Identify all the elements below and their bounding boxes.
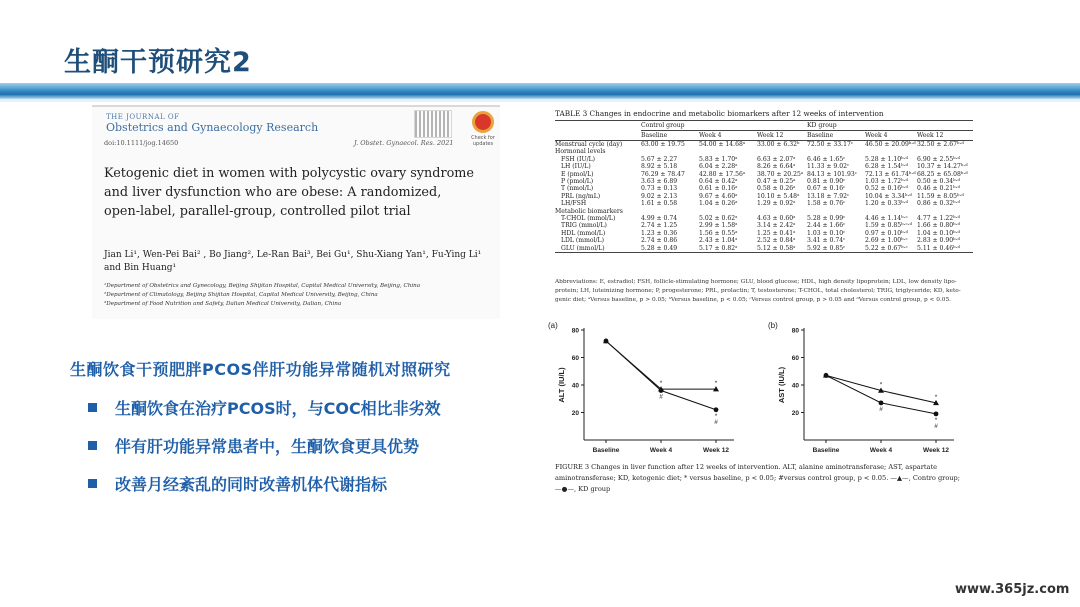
affiliation: ³Department of Food Nutrition and Safety, Dalian Medical University, Dalian, China xyxy=(104,301,342,307)
table-cell: 3.14 ± 2.42ᵃ xyxy=(757,222,796,230)
figure-caption-line: —●—, KD group xyxy=(555,485,611,493)
y-tick-label: 60 xyxy=(791,355,799,362)
affiliation: ²Department of Climatology, Beijing Shijitan Hospital, Capital Medical University, Beijing, China xyxy=(104,292,378,298)
table-cell xyxy=(699,208,757,215)
table-cell: 0.50 ± 0.34ᵇ·ᵈ xyxy=(917,178,960,186)
column-header: Week 4 xyxy=(865,131,917,141)
table-cell: 0.73 ± 0.13 xyxy=(641,185,678,193)
row-label: PRL (ng/mL) xyxy=(561,192,601,200)
y-tick-label: 40 xyxy=(791,382,799,390)
table-cell: 0.46 ± 0.21ᵇ·ᵈ xyxy=(917,185,960,193)
data-annotation: * xyxy=(714,412,718,420)
bullet-text: 生酮饮食在治疗PCOS时，与COC相比非劣效 xyxy=(115,398,441,418)
check-for-updates-label: Check for updates xyxy=(471,135,495,147)
table-cell: 0.64 ± 0.42ᵃ xyxy=(699,178,738,186)
table-body xyxy=(555,141,973,253)
table-cell: 1.59 ± 0.85ᵇ·ᶜ·ᵈ xyxy=(865,222,912,230)
data-point xyxy=(879,400,884,405)
table-cell: 1.66 ± 0.80ᵇ·ᵈ xyxy=(917,222,960,230)
table-cell: 4.99 ± 0.74 xyxy=(641,215,678,223)
table-cell: 63.00 ± 19.75 xyxy=(641,141,685,148)
table-cell: 2.43 ± 1.04ᵃ xyxy=(699,237,738,245)
bullet-square-icon xyxy=(88,479,97,488)
data-annotation: # xyxy=(659,393,663,401)
table-cell: 0.52 ± 0.16ᵇ·ᵈ xyxy=(865,185,908,193)
bullet-square-icon xyxy=(88,403,97,412)
table-header-empty xyxy=(555,131,641,141)
data-annotation: # xyxy=(879,405,883,413)
table-cell xyxy=(865,148,917,155)
table-cell xyxy=(917,148,973,155)
table-cell: 5.12 ± 0.58ᵃ xyxy=(757,244,796,252)
table-cell xyxy=(917,208,973,215)
row-label: FSH (IU/L) xyxy=(561,155,596,163)
data-annotation: * xyxy=(934,393,938,401)
paper-doi: doi:10.1111/jog.14650 xyxy=(104,139,179,147)
table-cell: 5.28 ± 1.10ᵇ·ᵈ xyxy=(865,155,908,163)
paper-citation: J. Obstet. Gynaecol. Res. 2021 xyxy=(354,139,454,147)
table-cell: 10.10 ± 5.48ᵃ xyxy=(757,192,800,200)
table-cell: 11.59 ± 8.05ᵇ·ᵈ xyxy=(917,192,964,200)
y-axis-label: ALT (IU/L) xyxy=(557,367,566,403)
table-cell: 4.63 ± 0.60ᵃ xyxy=(757,215,796,223)
ast-chart xyxy=(760,318,975,460)
table-cell: 1.61 ± 0.58 xyxy=(641,200,678,208)
x-tick-label: Baseline xyxy=(592,447,620,454)
figure-caption-line: FIGURE 3 Changes in liver function after 12 weeks of intervention. ALT, alanine aminotransferase; AST, aspartate xyxy=(555,463,938,471)
table-cell: 6.04 ± 2.28ᵃ xyxy=(699,163,738,171)
bullet-list xyxy=(88,388,441,502)
table-row xyxy=(555,230,973,237)
table-cell: 2.74 ± 1.25 xyxy=(641,222,678,230)
table-cell: 1.03 ± 0.10ᶜ xyxy=(807,229,846,237)
table-cell: 8.92 ± 5.18 xyxy=(641,163,678,171)
column-header: Week 12 xyxy=(917,131,973,141)
header-band-highlight xyxy=(0,99,1080,102)
row-label: E (pmol/L) xyxy=(561,170,594,178)
bullet-item xyxy=(88,464,441,502)
row-label: P (pmol/L) xyxy=(561,178,594,186)
table-cell: 2.52 ± 0.84ᵃ xyxy=(757,237,796,245)
table-row xyxy=(555,178,973,185)
data-annotation: # xyxy=(714,418,718,426)
table-cell: 0.86 ± 0.32ᵇ·ᵈ xyxy=(917,200,960,208)
figure-caption xyxy=(555,462,975,495)
column-header: Week 4 xyxy=(699,131,757,141)
x-tick-label: Week 4 xyxy=(649,447,673,454)
group-header-control: Control group xyxy=(641,121,807,131)
table-cell: 6.63 ± 2.07ᵃ xyxy=(757,155,796,163)
table-cell: 72.50 ± 33.17ᶜ xyxy=(807,141,853,148)
table-cell: 46.50 ± 20.09ᵇ·ᵈ xyxy=(865,141,916,148)
table-row xyxy=(555,148,973,155)
table-cell: 33.00 ± 6.32ᵇ xyxy=(757,141,800,148)
table-cell xyxy=(757,208,807,215)
table-cell: 6.46 ± 1.65ᶜ xyxy=(807,155,846,163)
column-header: Baseline xyxy=(807,131,865,141)
table-cell: 5.11 ± 0.46ᵇ·ᵈ xyxy=(917,244,960,252)
table-cell: 84.13 ± 101.93ᶜ xyxy=(807,170,857,178)
table-row xyxy=(555,245,973,252)
row-label: LH (IU/L) xyxy=(561,163,591,171)
header-band xyxy=(0,83,1080,99)
alt-chart xyxy=(540,318,750,460)
check-for-updates-badge xyxy=(470,111,496,149)
data-annotation: * xyxy=(714,380,718,388)
panel-label: (b) xyxy=(768,321,778,330)
table-cell: 6.28 ± 1.54ᵇ·ᵈ xyxy=(865,163,908,171)
table-cell: 5.17 ± 0.82ᵃ xyxy=(699,244,738,252)
watermark: www.365jz.com xyxy=(955,582,1070,597)
table-cell: 72.13 ± 61.74ᵇ·ᵈ xyxy=(865,170,916,178)
y-tick-label: 80 xyxy=(571,327,579,335)
table-cell: 1.20 ± 0.33ᵇ·ᵈ xyxy=(865,200,908,208)
data-annotation: # xyxy=(934,422,938,430)
biomarker-table xyxy=(555,120,973,253)
table-cell: 11.33 ± 9.02ᶜ xyxy=(807,163,850,171)
table-cell xyxy=(641,208,699,215)
table-abbreviations xyxy=(555,278,973,305)
table-row xyxy=(555,237,973,244)
y-axis-label: AST (IU/L) xyxy=(777,366,786,404)
table-cell: 8.26 ± 6.64ᵃ xyxy=(757,163,796,171)
table-cell: 0.58 ± 0.26ᵃ xyxy=(757,185,796,193)
paper-excerpt xyxy=(92,105,500,319)
y-tick-label: 40 xyxy=(571,382,579,390)
slide-title: 生酮干预研究2 xyxy=(64,47,252,78)
row-label: LH/FSH xyxy=(561,200,587,208)
table-row xyxy=(555,200,973,207)
x-tick-label: Week 4 xyxy=(869,447,893,454)
figure-caption-line: aminotransferase; KD, ketogenic diet; * versus baseline, p < 0.05; #versus control group, p < 0.05. —▲—, Contro group; xyxy=(555,474,960,482)
table-cell: 5.83 ± 1.70ᵃ xyxy=(699,155,738,163)
table-cell: 1.25 ± 0.41ᵃ xyxy=(757,229,796,237)
table-cell: 1.56 ± 0.55ᵃ xyxy=(699,229,738,237)
table-cell: 1.03 ± 1.72ᵇ·ᵈ xyxy=(865,178,908,186)
table-cell: 4.46 ± 1.14ᵇ·ᶜ xyxy=(865,215,908,223)
data-point xyxy=(604,339,609,344)
table-cell: 68.25 ± 65.08ᵇ·ᵈ xyxy=(917,170,968,178)
row-label: Metabolic biomarkers xyxy=(555,207,623,215)
table-cell xyxy=(699,148,757,155)
table-cell xyxy=(807,208,865,215)
bullet-square-icon xyxy=(88,441,97,450)
table-cell: 2.99 ± 1.58ᵃ xyxy=(699,222,738,230)
data-point xyxy=(714,407,719,412)
table-cell: 9.02 ± 2.13 xyxy=(641,192,678,200)
column-header: Baseline xyxy=(641,131,699,141)
row-label: Menstrual cycle (day) xyxy=(555,141,623,148)
table-cell: 0.67 ± 0.16ᶜ xyxy=(807,185,846,193)
journal-prefix: THE JOURNAL OF xyxy=(106,113,180,121)
table-cell: 42.80 ± 17.56ᵃ xyxy=(699,170,746,178)
table-cell: 5.22 ± 0.67ᵇ·ᶜ xyxy=(865,244,908,252)
table-cell: 6.90 ± 2.55ᵇ·ᵈ xyxy=(917,155,960,163)
table-corner xyxy=(555,121,641,131)
row-label: T (nmol/L) xyxy=(561,185,594,193)
table-cell: 5.02 ± 0.62ᵃ xyxy=(699,215,738,223)
table-cell: 1.58 ± 0.76ᶜ xyxy=(807,200,846,208)
y-tick-label: 20 xyxy=(571,410,579,417)
group-header-kd: KD group xyxy=(807,121,973,131)
y-tick-label: 80 xyxy=(791,327,799,335)
table-cell: 76.29 ± 78.47 xyxy=(641,170,685,178)
paper-authors: Jian Li¹, Wen-Pei Bai² , Bo Jiang², Le-Ran Bai³, Bei Gu¹, Shu-Xiang Yan¹, Fu-Ying Li¹ and Bin Huang¹ xyxy=(104,250,482,273)
table-cell: 38.70 ± 20.25ᵃ xyxy=(757,170,804,178)
table-cell xyxy=(807,148,865,155)
bullet-item xyxy=(88,426,441,464)
table-cell: 2.74 ± 0.86 xyxy=(641,237,678,245)
table-cell: 1.04 ± 0.26ᵃ xyxy=(699,200,738,208)
panel-label: (a) xyxy=(548,321,558,330)
abbreviation-line: protein; LH, luteinizing hormone; P, progesterone; PRL, prolactin; T, testosterone; T-CHOL, total cholesterol; TRIG, triglyceride; KD, keto- xyxy=(555,288,961,294)
data-point xyxy=(659,388,664,393)
table-cell: 10.04 ± 3.34ᵇ·ᵈ xyxy=(865,192,912,200)
y-tick-label: 20 xyxy=(791,410,799,417)
x-tick-label: Week 12 xyxy=(703,447,729,454)
table-cell: 1.29 ± 0.92ᵃ xyxy=(757,200,796,208)
table-cell: 54.00 ± 14.68ᵃ xyxy=(699,141,746,148)
row-label: HDL (mmol/L) xyxy=(561,229,606,237)
table-row xyxy=(555,141,973,149)
table-cell: 9.67 ± 4.60ᵃ xyxy=(699,192,738,200)
table-cell: 1.04 ± 0.10ᵇ·ᵈ xyxy=(917,229,960,237)
table-cell: 0.81 ± 0.90ᶜ xyxy=(807,178,846,186)
affiliation: ¹Department of Obstetrics and Gynecology, Beijing Shijitan Hospital, Capital Medical University, Beijing, China xyxy=(104,283,421,289)
table-cell: 3.63 ± 6.89 xyxy=(641,178,678,186)
row-label: LDL (mmol/L) xyxy=(561,237,604,245)
abbreviation-line: Abbreviations: E, estradiol; FSH, follicle-stimulating hormone; GLU, blood glucose; HDL, high density lipoprotein; LDL, low density lipo- xyxy=(555,279,957,285)
y-tick-label: 60 xyxy=(571,355,579,362)
table-cell: 2.83 ± 0.90ᵇ·ᵈ xyxy=(917,237,960,245)
table-row xyxy=(555,215,973,222)
row-label: Hormonal levels xyxy=(555,148,606,156)
table-caption: TABLE 3 Changes in endocrine and metabolic biomarkers after 12 weeks of intervention xyxy=(555,109,884,118)
table-cell: 3.41 ± 0.74ᶜ xyxy=(807,237,846,245)
data-annotation: * xyxy=(659,380,663,388)
row-label: TRIG (mmol/L) xyxy=(561,222,607,230)
table-cell: 0.61 ± 0.16ᵃ xyxy=(699,185,738,193)
table-cell: 32.50 ± 2.67ᵇ·ᵈ xyxy=(917,141,964,148)
x-tick-label: Week 12 xyxy=(923,447,949,454)
journal-name: Obstetrics and Gynaecology Research xyxy=(106,121,319,134)
x-tick-label: Baseline xyxy=(812,447,840,454)
bullet-text: 伴有肝功能异常患者中，生酮饮食更具优势 xyxy=(115,436,420,456)
table-cell: 10.37 ± 14.27ᵇ·ᵈ xyxy=(917,163,968,171)
paper-title: Ketogenic diet in women with polycystic ovary syndrome and liver dysfunction who are obese: A randomized, open-label, parallel-group, controlled pilot trial xyxy=(104,166,475,219)
table-cell xyxy=(865,208,917,215)
study-subtitle: 生酮饮食干预肥胖PCOS伴肝功能异常随机对照研究 xyxy=(70,360,451,379)
table-row xyxy=(555,171,973,178)
column-header: Week 12 xyxy=(757,131,807,141)
table-cell xyxy=(641,148,699,155)
abbreviation-line: genic diet; ᵃVersus baseline, p > 0.05; ᵇVersus baseline, p < 0.05; ᶜVersus control group, p > 0.05 and ᵈVersus control group, p < 0.05. xyxy=(555,297,951,303)
bullet-item xyxy=(88,388,441,426)
table-row xyxy=(555,163,973,170)
table-row xyxy=(555,222,973,229)
table-cell: 5.67 ± 2.27 xyxy=(641,155,678,163)
data-annotation: * xyxy=(879,381,883,389)
table-cell: 2.69 ± 1.00ᵇ·ᶜ xyxy=(865,237,908,245)
table-cell: 5.28 ± 0.99ᶜ xyxy=(807,215,846,223)
row-label: GLU (mmol/L) xyxy=(561,244,605,252)
table-cell: 5.92 ± 0.85ᶜ xyxy=(807,244,846,252)
table-row xyxy=(555,185,973,192)
data-annotation: * xyxy=(934,416,938,424)
table-row xyxy=(555,208,973,215)
table-cell: 5.28 ± 0.49 xyxy=(641,244,678,252)
table-cell: 0.97 ± 0.10ᵇ·ᵈ xyxy=(865,229,908,237)
data-point xyxy=(934,411,939,416)
paper-affiliations xyxy=(104,282,494,309)
data-point xyxy=(824,373,829,378)
table-cell: 4.77 ± 1.22ᵇ·ᵈ xyxy=(917,215,960,223)
table-row xyxy=(555,156,973,163)
table-cell: 13.18 ± 7.92ᶜ xyxy=(807,192,850,200)
qr-code-icon xyxy=(414,110,452,138)
table-cell: 0.47 ± 0.25ᵃ xyxy=(757,178,796,186)
row-label: T-CHOL (mmol/L) xyxy=(561,215,616,223)
check-for-updates-icon xyxy=(472,111,494,133)
table-row xyxy=(555,193,973,200)
table-cell xyxy=(757,148,807,155)
table-cell: 2.44 ± 1.66ᶜ xyxy=(807,222,846,230)
table-cell: 1.23 ± 0.36 xyxy=(641,229,678,237)
bullet-text: 改善月经紊乱的同时改善机体代谢指标 xyxy=(115,474,388,494)
